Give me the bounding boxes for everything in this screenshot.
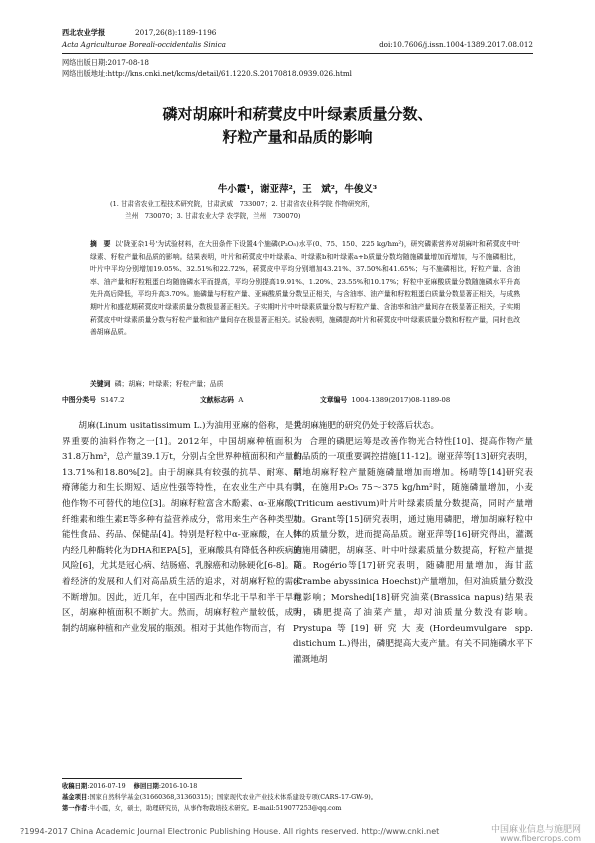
article-number: 1004-1389(2017)08-1189-08 — [351, 396, 451, 404]
clc-row — [62, 394, 124, 404]
doc-code-row — [200, 394, 243, 404]
received-date: 2016-07-19 — [89, 783, 126, 790]
abstract-text: 以'陇亚杂1号'为试验材料，在大田条件下设置4个施磷(P₂O₅)水平(0、75、150、225 kg/hm²)，研究磷素营养对胡麻叶和菥蓂皮中叶绿素、籽粒产量和品质的影响。结果表明，叶片和菥蓂皮中叶绿素a、叶绿素b和叶绿素a+b质量分数均随施磷量增加而增加，与不施磷相比，叶片中平均分别增加19.05%、32.51%和22.72%，菥蓂皮中平均分别增加43.21%、37.50%和41.65%；与不施磷相比，籽粒产量、含油率、油产量和籽粒粗蛋白均随施磷水平而提高，平均分别提高19.91%、1.20%、23.55%和10.17%；籽粒中亚麻酸质量分数随施磷水平升高先升高后降低，平均升高3.70%。施磷量与籽粒产量、亚麻酸质量分数呈正相关，与含油率、油产量和籽粒粗蛋白质量分数显著正相关，与成熟期叶片和盛花期菥蓂皮叶绿素质量分数极显著正相关。子实期叶片中叶绿素质量分数与籽粒产量、含油率和油产量间存在极显著正相关，子实期菥蓂皮中叶绿素质量分数与籽粒产量和油产量间存在极显著正相关。试验表明，施磷提高叶片和菥蓂皮中叶绿素质量分数和籽粒产量，同时也改善胡麻品质。 — [90, 240, 520, 337]
paper-title-line-1: 磷对胡麻叶和菥蓂皮中叶绿素质量分数、 — [162, 105, 433, 123]
doc-code: A — [238, 396, 244, 404]
journal-name-cn: 西北农业学报 — [62, 28, 106, 37]
clc-number: S147.2 — [100, 396, 125, 404]
body-paragraph: 合理的磷肥运筹是改善作物光合特性[10]、提高作物产量和品质的一项重要调控措施[11-12]。谢亚萍等[13]研究表明，旱地胡麻籽粒产量随施磷量增加而增加。杨晴等[14]研究表明，在施用P₂O₅ 75～375 kg/hm²时，随施磷量增加，小麦(Triticum aestivum)叶片叶绿素质量分数提高，同时产量增加。Grant等[15]研究表明，通过施用磷肥，增加胡麻籽粒中锌的质量分数，进而提高品质。谢亚萍等[16]研究得出，灌溉施施用磷肥，胡麻茎、叶中叶绿素质量分数提高，籽粒产量提高。Rogério等[17]研究表明，随磷肥用量增加，海甘蓝(Crambe abyssinica Hoechst)产量增加，但对油质量分数没有影响；Morshedi[18]研究油菜(Brassica napus)结果表明，磷肥提高了油菜产量，却对油质量分数没有影响。Prystupa等[19]研究大麦(Hordeumvulgare spp. distichum L.)得出，磷肥提高大麦产量。有关不同施磷水平下灌溉地胡 — [293, 436, 533, 665]
body-paragraph: 胡麻(Linum usitatissimum L.)为油用亚麻的俗称，是世界重要的油料作物之一[1]。2012年，中国胡麻种植面积为31.8万hm²，总产量39.1万t，分别占全世界种植面积和产量的13.71%和18.80%[2]。由于胡麻具有较强的抗旱、耐寒、耐瘠薄能力和生长期短、适应性强等特性，在农业生产中具有其他作物不可替代的地位[3]。胡麻籽粒富含木酚素、α-亚麻酸、纤维素和维生素E等多种有益营养成分，常用来生产各种类型功能性食品、药品、保健品[4]。特别是籽粒中α-亚麻酸，在人体内经几种酶转化为DHA和EPA[5]，亚麻酸具有降低各种疾病的风险[6]，尤其是冠心病、结肠癌、乳腺癌和动脉硬化[6-8]。随着经济的发展和人们对高品质生活的追求，对胡麻籽粒的需求不断增加。因此，近几年，在中国西北和华北干旱和半干旱地区，胡麻种植面积不断扩大。然而，胡麻籽粒产量较低，成为制约胡麻种植和产业发展的瓶颈。相对于其他作物而言，有 — [62, 421, 302, 634]
paper-title-line-2: 籽粒产量和品质的影响 — [222, 128, 373, 146]
doi: doi:10.7606/j.issn.1004-1389.2017.08.012 — [379, 40, 533, 49]
revised-date: 2016-10-18 — [160, 783, 198, 790]
fund-text: 国家自然科学基金(31660368,31360315)；国家现代农业产业技术体系建设专项(CARS-17-GW-9)。 — [89, 794, 378, 801]
header-rule — [62, 53, 533, 54]
article-number-label: 文章编号 — [320, 396, 348, 404]
body-paragraph: 关胡麻施肥的研究仍处于较落后状态。 — [293, 421, 440, 431]
affiliation-line-1: (1. 甘肃省农业工程技术研究院，甘肃武威 733007；2. 甘肃省农业科学院 作物研究所， — [110, 200, 375, 208]
watermark-url: www.fibercrops.com — [500, 834, 581, 843]
abstract-label: 摘 要 — [90, 240, 111, 248]
keywords: 磷；胡麻；叶绿素；籽粒产量；品质 — [114, 380, 224, 388]
copyright-line: ?1994-2017 China Academic Journal Electronic Publishing House. All rights reserved. http://www.cnki.net — [20, 827, 440, 836]
footnote-fund: 基金项目:国家自然科学基金(31660368,31360315)；国家现代农业产业技术体系建设专项(CARS-17-GW-9)。 — [62, 794, 378, 801]
footnote-rule — [62, 778, 242, 779]
article-number-row — [320, 394, 450, 404]
received-label: 收稿日期 — [62, 783, 88, 790]
body-column-right — [293, 419, 533, 669]
first-author-info: 牛小霞，女，硕士，助理研究员，从事作物栽培技术研究。E-mail:519077253@qq.com — [89, 805, 342, 812]
affiliation-line-2: 兰州 730070；3. 甘肃农业大学 农学院，兰州 730070) — [125, 212, 301, 220]
first-author-label: 第一作者 — [62, 805, 88, 812]
revised-label: 修回日期 — [133, 783, 159, 790]
abstract — [90, 238, 520, 339]
volume-info: 2017,26(8):1189-1196 — [135, 28, 217, 37]
online-pub-date: 网络出版日期:2017-08-18 — [62, 58, 149, 67]
body-column-left — [62, 419, 302, 637]
journal-name-en: Acta Agriculturae Boreali-occidentalis Sinica — [62, 40, 226, 49]
footnote-author: 第一作者:牛小霞，女，硕士，助理研究员，从事作物栽培技术研究。E-mail:519077253@qq.com — [62, 805, 342, 812]
keywords-label: 关键词 — [90, 380, 111, 388]
footnote-dates: 收稿日期:2016-07-19 修回日期:2016-10-18 — [62, 783, 198, 790]
keywords-row — [90, 378, 520, 391]
online-pub-url[interactable]: 网络出版地址:http://kns.cnki.net/kcms/detail/61.1220.S.20170818.0939.026.html — [62, 69, 352, 78]
watermark-text-cn: 中国麻业信息与施肥网 — [490, 825, 581, 835]
authors: 牛小霞¹，谢亚萍²，王 斌²，牛俊义³ — [217, 184, 378, 195]
fund-label: 基金项目 — [62, 794, 88, 801]
clc-label: 中图分类号 — [62, 396, 96, 404]
doc-code-label: 文献标志码 — [200, 396, 234, 404]
